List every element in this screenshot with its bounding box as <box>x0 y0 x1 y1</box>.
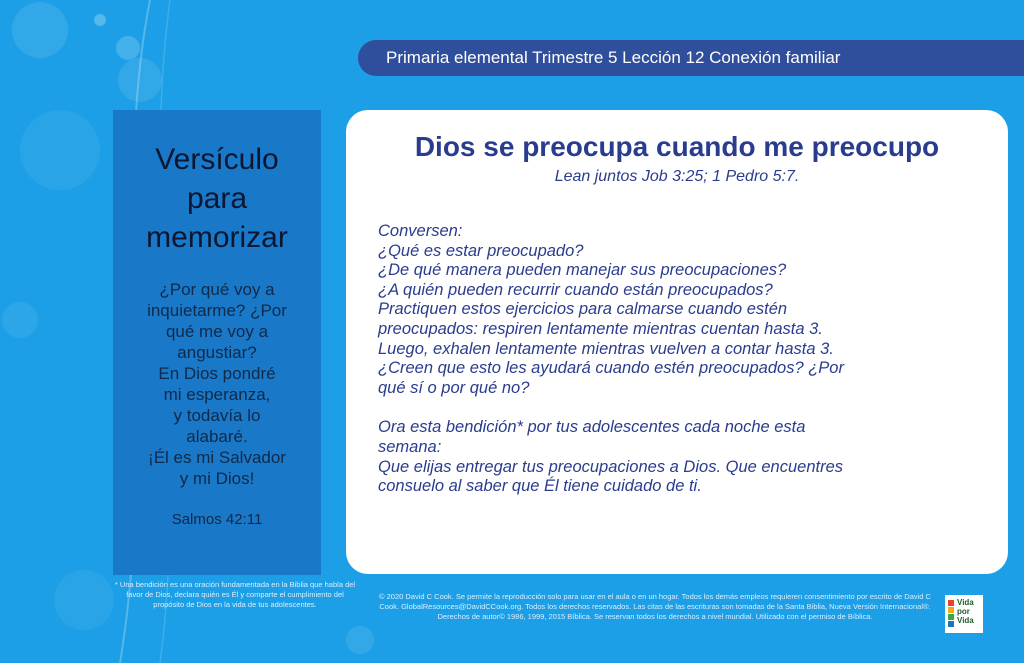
lesson-content-card <box>346 110 1008 574</box>
copyright-notice: © 2020 David C Cook. Se permite la reproducción solo para usar en el aula o en un hogar. Todos los demás empleos requieren consentimiento por escrito de David C Cook. GlobalResources@DavidCCook.org. Todos los derechos reservados. Las citas de las escrituras son tomadas de la Santa Biblia, Nueva Versión Internacional®. Derechos de autor© 1986, 1999, 2015 Bíblica. Se reservan todos los derechos a nivel mundial. Utilizado con el permiso de Bíblica. <box>379 592 931 621</box>
memory-verse-line: angustiar? <box>177 343 257 362</box>
blessing-footnote: * Una bendición es una oración fundamentada en la Biblia que habla del favor de Dios, declara quién es Él y comparte el cumplimiento del propósito de Dios en la vida de tus adolescentes. <box>114 580 356 609</box>
memory-verse-title <box>113 140 321 257</box>
discussion-line: ¿A quién pueden recurrir cuando están preocupados? <box>378 280 773 299</box>
memory-verse-reference: Salmos 42:11 <box>171 511 263 528</box>
discussion-line: ¿Qué es estar preocupado? <box>378 241 584 260</box>
lesson-reading-reference: Lean juntos Job 3:25; 1 Pedro 5:7. <box>554 168 800 185</box>
blessing-line: semana: <box>378 437 442 456</box>
memory-verse-text <box>113 279 321 489</box>
logo-text-line: por <box>957 607 970 616</box>
memory-verse-line: qué me voy a <box>165 322 269 341</box>
logo-text-line: Vida <box>957 616 974 625</box>
memory-verse-line: mi esperanza, <box>163 385 271 404</box>
blessing-line: Ora esta bendición* por tus adolescentes cada noche esta <box>378 418 806 437</box>
memory-verse-line: ¡Él es mi Salvador <box>148 448 286 467</box>
lesson-header-title: Primaria elemental Trimestre 5 Lección 12 Conexión familiar <box>386 48 841 67</box>
discussion-line: qué sí o por qué no? <box>378 378 530 397</box>
discussion-line: preocupados: respiren lentamente mientras cuentan hasta 3. <box>378 319 823 338</box>
discussion-line: ¿Creen que esto les ayudará cuando estén preocupados? ¿Por <box>378 359 844 378</box>
vida-por-vida-logo <box>945 595 983 633</box>
lesson-title: Dios se preocupa cuando me preocupo <box>414 131 940 162</box>
blessing-line: consuelo al saber que Él tiene cuidado de ti. <box>378 477 702 496</box>
lesson-header-bar <box>358 40 1024 76</box>
memory-verse-line: y mi Dios! <box>179 469 255 488</box>
logo-text-line: Vida <box>957 598 974 607</box>
discussion-line: ¿De qué manera pueden manejar sus preocupaciones? <box>378 261 787 280</box>
blessing-line: Que elijas entregar tus preocupaciones a Dios. Que encuentres <box>378 457 844 476</box>
paragraph-gap <box>378 398 988 418</box>
discussion-line: Practiquen estos ejercicios para calmarse cuando estén <box>378 300 788 319</box>
memory-verse-line: alabaré. <box>186 427 248 446</box>
lesson-body <box>378 222 988 497</box>
memory-verse-title-line: para <box>186 182 248 215</box>
memory-verse-title-line: Versículo <box>155 143 279 176</box>
discussion-line: Luego, exhalen lentamente mientras vuelven a contar hasta 3. <box>378 339 834 358</box>
memory-verse-line: En Dios pondré <box>158 364 276 383</box>
memory-verse-line: inquietarme? ¿Por <box>147 301 287 320</box>
discussion-line: Conversen: <box>378 222 463 240</box>
logo-stripes-icon <box>948 600 954 628</box>
memory-verse-panel <box>113 110 321 575</box>
memory-verse-line: ¿Por qué voy a <box>159 280 275 299</box>
memory-verse-title-line: memorizar <box>146 221 288 254</box>
memory-verse-line: y todavía lo <box>173 406 261 425</box>
